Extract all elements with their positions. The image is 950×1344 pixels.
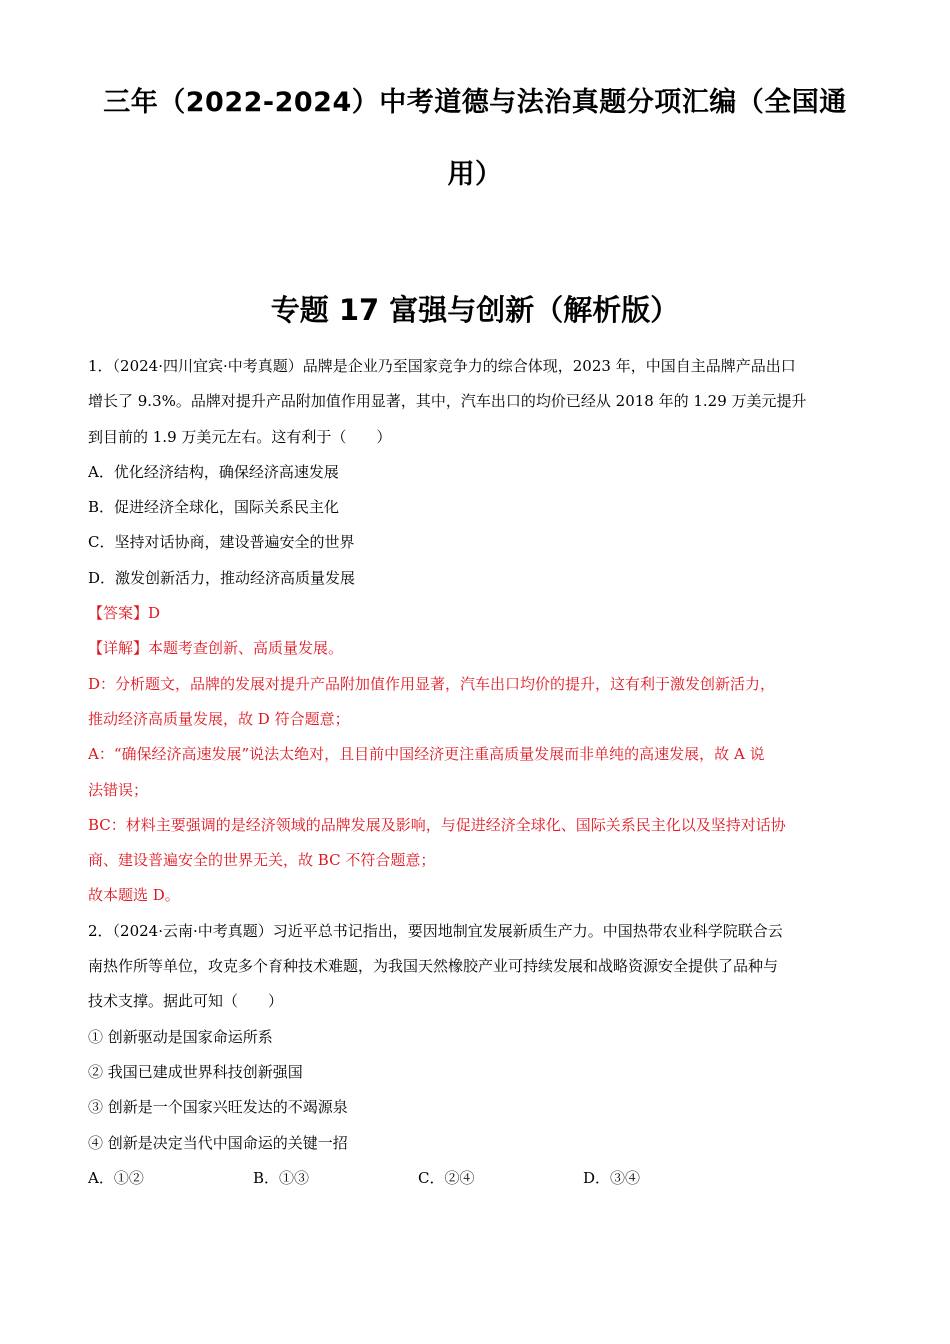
q2-stem-line: 2．（2024·云南·中考真题）习近平总书记指出，要因地制宜发展新质生产力。中国热带农业科学院联合云 (88, 921, 783, 940)
q1-analysis-line: BC：材料主要强调的是经济领域的品牌发展及影响，与促进经济全球化、国际关系民主化以及坚持对话协 (88, 815, 786, 834)
q1-option-a: A．优化经济结构，确保经济高速发展 (88, 462, 339, 481)
q1-analysis-line: 商、建设普遍安全的世界无关，故 BC 不符合题意； (88, 851, 436, 870)
q2-statement-2: ② 我国已建成世界科技创新强国 (88, 1062, 303, 1081)
q1-analysis-line: A：“确保经济高速发展”说法太绝对，且目前中国经济更注重高质量发展而非单纯的高速发展，故 A 说 (88, 745, 765, 764)
q2-statement-3: ③ 创新是一个国家兴旺发达的不竭源泉 (88, 1098, 348, 1117)
q1-stem-line: 到目前的 1.9 万美元左右。这有利于（ ） (88, 427, 392, 446)
q2-choices (88, 1164, 868, 1199)
q1-option-d: D．激发创新活力，推动经济高质量发展 (88, 568, 356, 587)
q1-stem-line: 增长了 9.3%。品牌对提升产品附加值作用显著，其中，汽车出口的均价已经从 2018 年的 1.29 万美元提升 (88, 392, 807, 411)
q1-stem-line: 1．（2024·四川宜宾·中考真题）品牌是企业乃至国家竞争力的综合体现，2023 年，中国自主品牌产品出口 (88, 357, 796, 375)
q2-statement-4: ④ 创新是决定当代中国命运的关键一招 (88, 1133, 348, 1152)
question-2 (88, 917, 868, 1199)
subject-title: 专题 17 富强与创新（解析版） (270, 293, 680, 327)
q1-analysis-line: 【详解】本题考查创新、高质量发展。 (88, 639, 344, 658)
q1-analysis-line: 故本题选 D。 (88, 886, 180, 905)
q2-choice-b: B．①③ (253, 1168, 310, 1187)
q1-analysis-line: D：分析题文，品牌的发展对提升产品附加值作用显著，汽车出口均价的提升，这有利于激发创新活力， (88, 674, 776, 693)
main-title-line-1: 三年（2022-2024）中考道德与法治真题分项汇编（全国通 (103, 87, 847, 118)
q2-stem-line: 技术支撑。据此可知（ ） (88, 992, 284, 1011)
q1-option-c: C．坚持对话协商，建设普遍安全的世界 (88, 533, 355, 552)
q2-stem-line: 南热作所等单位，攻克多个育种技术难题，为我国天然橡胶产业可持续发展和战略资源安全提供了品种与 (88, 957, 779, 976)
q1-option-b: B．促进经济全球化，国际关系民主化 (88, 498, 340, 517)
question-1 (88, 352, 868, 917)
q1-analysis-line: 法错误； (88, 780, 149, 799)
q2-choice-a: A．①② (88, 1168, 144, 1187)
q2-choice-c: C．②④ (418, 1168, 475, 1187)
q2-choice-d: D．③④ (583, 1168, 641, 1187)
question-content (88, 352, 868, 1199)
q1-analysis-line: 推动经济高质量发展，故 D 符合题意； (88, 709, 350, 728)
main-title-line-2: 用） (447, 159, 503, 190)
q1-answer: 【答案】D (88, 604, 161, 623)
q2-statement-1: ① 创新驱动是国家命运所系 (88, 1027, 273, 1046)
